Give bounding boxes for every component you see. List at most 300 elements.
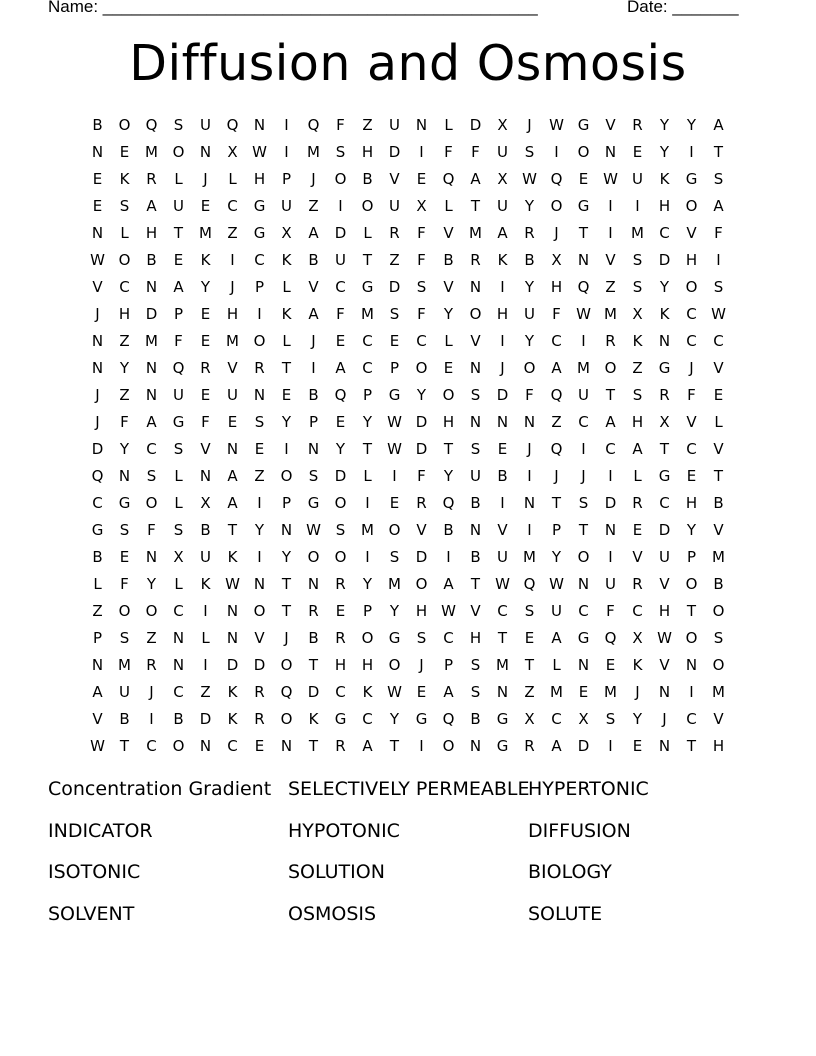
grid-letter: C: [632, 601, 643, 620]
grid-letter: M: [712, 547, 725, 566]
grid-letter: E: [227, 412, 238, 431]
grid-letter: N: [307, 574, 320, 593]
grid-letter: X: [416, 196, 427, 215]
grid-letter: N: [172, 628, 185, 647]
grid-letter: O: [361, 196, 374, 215]
grid-letter: I: [203, 601, 208, 620]
grid-letter: L: [120, 223, 129, 242]
grid-letter: D: [334, 466, 347, 485]
grid-letter: V: [443, 223, 454, 242]
grid-letter: P: [389, 358, 400, 377]
grid-letter: L: [93, 574, 102, 593]
grid-row: [84, 246, 732, 273]
grid-letter: T: [362, 439, 373, 458]
grid-letter: S: [713, 628, 724, 647]
grid-letter: O: [307, 547, 320, 566]
grid-letter: N: [280, 736, 293, 755]
grid-letter: L: [444, 196, 453, 215]
grid-letter: I: [284, 142, 289, 161]
grid-letter: P: [443, 655, 454, 674]
grid-letter: V: [659, 655, 670, 674]
grid-letter: C: [254, 250, 265, 269]
grid-letter: P: [173, 304, 184, 323]
grid-letter: Y: [146, 574, 157, 593]
grid-letter: Y: [524, 277, 535, 296]
word-bank-item: HYPOTONIC: [288, 819, 400, 842]
grid-letter: I: [716, 250, 721, 269]
grid-letter: O: [577, 142, 590, 161]
grid-letter: N: [199, 466, 212, 485]
grid-row: [84, 678, 732, 705]
grid-letter: D: [496, 385, 509, 404]
grid-letter: S: [470, 439, 481, 458]
grid-letter: M: [712, 682, 725, 701]
word-search-grid: [84, 111, 732, 759]
word-bank-item: ISOTONIC: [48, 861, 141, 883]
grid-letter: A: [551, 628, 562, 647]
grid-letter: O: [334, 493, 347, 512]
grid-letter: W: [522, 169, 537, 188]
grid-letter: R: [524, 223, 535, 242]
grid-letter: R: [632, 493, 643, 512]
grid-letter: I: [446, 547, 451, 566]
grid-letter: Q: [226, 115, 239, 134]
grid-letter: Z: [119, 331, 130, 350]
grid-letter: I: [500, 331, 505, 350]
grid-letter: J: [662, 709, 667, 728]
grid-letter: F: [147, 520, 156, 539]
grid-letter: H: [658, 196, 671, 215]
grid-letter: D: [577, 736, 590, 755]
grid-letter: G: [685, 169, 698, 188]
grid-letter: N: [91, 223, 104, 242]
grid-letter: Q: [550, 439, 563, 458]
grid-letter: C: [227, 736, 238, 755]
grid-letter: T: [497, 628, 508, 647]
grid-letter: J: [311, 331, 316, 350]
grid-letter: B: [308, 250, 319, 269]
grid-letter: N: [199, 142, 212, 161]
grid-letter: Z: [389, 250, 400, 269]
grid-letter: A: [443, 682, 454, 701]
grid-letter: W: [387, 412, 402, 431]
grid-letter: N: [577, 250, 590, 269]
grid-letter: K: [281, 250, 292, 269]
grid-letter: V: [605, 115, 616, 134]
grid-letter: A: [92, 682, 103, 701]
grid-letter: F: [201, 412, 210, 431]
grid-letter: K: [227, 682, 238, 701]
grid-row: [84, 408, 732, 435]
grid-letter: X: [173, 547, 184, 566]
grid-letter: R: [335, 574, 346, 593]
grid-letter: U: [173, 385, 184, 404]
grid-letter: D: [658, 250, 671, 269]
grid-letter: V: [713, 358, 724, 377]
grid-letter: P: [308, 412, 319, 431]
grid-letter: C: [686, 331, 697, 350]
grid-row: [84, 462, 732, 489]
grid-letter: S: [254, 412, 265, 431]
grid-letter: E: [632, 520, 643, 539]
grid-letter: O: [172, 736, 185, 755]
grid-letter: F: [714, 223, 723, 242]
grid-letter: A: [632, 439, 643, 458]
grid-letter: T: [713, 142, 724, 161]
grid-letter: T: [470, 574, 481, 593]
grid-letter: N: [523, 412, 536, 431]
grid-letter: I: [608, 196, 613, 215]
grid-letter: N: [199, 736, 212, 755]
grid-letter: G: [388, 628, 401, 647]
grid-letter: L: [282, 331, 291, 350]
grid-letter: M: [496, 655, 509, 674]
grid-letter: T: [686, 736, 697, 755]
grid-letter: D: [604, 493, 617, 512]
grid-letter: H: [712, 736, 725, 755]
grid-letter: Q: [550, 385, 563, 404]
grid-letter: T: [470, 196, 481, 215]
grid-letter: E: [578, 169, 589, 188]
grid-letter: F: [417, 466, 426, 485]
grid-letter: Y: [551, 547, 562, 566]
grid-letter: E: [686, 466, 697, 485]
grid-letter: E: [200, 331, 211, 350]
grid-letter: W: [603, 169, 618, 188]
grid-letter: C: [551, 331, 562, 350]
grid-letter: N: [145, 358, 158, 377]
grid-letter: A: [551, 358, 562, 377]
grid-letter: O: [577, 547, 590, 566]
word-bank: [48, 778, 768, 944]
grid-letter: Q: [442, 493, 455, 512]
grid-letter: S: [119, 196, 130, 215]
grid-letter: H: [469, 628, 482, 647]
grid-letter: E: [416, 682, 427, 701]
grid-letter: E: [713, 385, 724, 404]
grid-letter: O: [685, 628, 698, 647]
grid-letter: S: [470, 655, 481, 674]
grid-letter: O: [253, 331, 266, 350]
grid-letter: G: [415, 709, 428, 728]
grid-letter: X: [578, 709, 589, 728]
grid-letter: O: [253, 601, 266, 620]
grid-letter: G: [658, 358, 671, 377]
grid-letter: Y: [362, 412, 373, 431]
grid-letter: O: [118, 115, 131, 134]
grid-letter: A: [497, 223, 508, 242]
grid-letter: U: [173, 196, 184, 215]
grid-row: [84, 354, 732, 381]
grid-letter: X: [524, 709, 535, 728]
grid-letter: U: [497, 196, 508, 215]
grid-letter: T: [362, 250, 373, 269]
grid-letter: B: [362, 169, 373, 188]
grid-letter: T: [281, 574, 292, 593]
grid-letter: Y: [686, 115, 697, 134]
grid-letter: S: [470, 385, 481, 404]
grid-letter: C: [173, 601, 184, 620]
grid-letter: G: [577, 196, 590, 215]
grid-letter: C: [119, 277, 130, 296]
grid-letter: Y: [362, 574, 373, 593]
grid-letter: W: [657, 628, 672, 647]
grid-letter: P: [686, 547, 697, 566]
grid-letter: K: [632, 331, 643, 350]
grid-letter: C: [362, 358, 373, 377]
grid-letter: N: [469, 277, 482, 296]
grid-letter: N: [280, 520, 293, 539]
grid-letter: R: [632, 574, 643, 593]
grid-letter: V: [227, 358, 238, 377]
grid-letter: O: [523, 358, 536, 377]
grid-letter: E: [200, 196, 211, 215]
grid-letter: V: [713, 709, 724, 728]
grid-letter: W: [387, 682, 402, 701]
grid-letter: U: [632, 169, 643, 188]
grid-letter: I: [257, 304, 262, 323]
grid-letter: T: [578, 520, 589, 539]
grid-letter: B: [713, 493, 724, 512]
grid-row: [84, 489, 732, 516]
grid-letter: E: [92, 169, 103, 188]
grid-letter: N: [226, 439, 239, 458]
grid-letter: N: [307, 439, 320, 458]
grid-letter: N: [496, 682, 509, 701]
grid-letter: Q: [523, 574, 536, 593]
grid-letter: G: [658, 466, 671, 485]
grid-letter: H: [685, 493, 698, 512]
word-bank-item: SELECTIVELY PERMEABLE: [288, 778, 530, 800]
grid-letter: K: [308, 709, 319, 728]
grid-letter: N: [145, 385, 158, 404]
grid-letter: I: [284, 439, 289, 458]
grid-row: [84, 435, 732, 462]
grid-letter: E: [254, 736, 265, 755]
grid-letter: X: [281, 223, 292, 242]
grid-letter: C: [362, 331, 373, 350]
grid-letter: R: [659, 385, 670, 404]
grid-letter: W: [495, 574, 510, 593]
grid-letter: T: [308, 736, 319, 755]
grid-letter: N: [523, 493, 536, 512]
grid-letter: M: [604, 304, 617, 323]
grid-letter: X: [632, 628, 643, 647]
grid-letter: L: [201, 628, 210, 647]
grid-letter: L: [174, 466, 183, 485]
grid-letter: A: [470, 169, 481, 188]
grid-row: [84, 273, 732, 300]
grid-letter: V: [713, 520, 724, 539]
grid-letter: U: [497, 142, 508, 161]
word-bank-item: INDICATOR: [48, 819, 153, 842]
grid-row: [84, 138, 732, 165]
grid-letter: I: [203, 655, 208, 674]
grid-letter: A: [146, 412, 157, 431]
word-bank-item: BIOLOGY: [528, 861, 612, 883]
grid-letter: O: [334, 169, 347, 188]
grid-letter: P: [281, 169, 292, 188]
grid-letter: I: [392, 466, 397, 485]
grid-letter: Y: [389, 709, 400, 728]
grid-letter: F: [687, 385, 696, 404]
grid-letter: W: [711, 304, 726, 323]
grid-letter: L: [444, 115, 453, 134]
grid-letter: O: [172, 142, 185, 161]
grid-letter: K: [659, 304, 670, 323]
grid-letter: B: [308, 628, 319, 647]
grid-letter: M: [631, 223, 644, 242]
grid-letter: L: [174, 493, 183, 512]
grid-letter: B: [443, 250, 454, 269]
grid-letter: T: [578, 223, 589, 242]
grid-letter: J: [527, 115, 532, 134]
grid-letter: A: [713, 196, 724, 215]
grid-letter: V: [686, 223, 697, 242]
grid-letter: N: [91, 358, 104, 377]
grid-letter: N: [469, 358, 482, 377]
grid-letter: N: [604, 520, 617, 539]
grid-row: [84, 219, 732, 246]
grid-letter: K: [632, 655, 643, 674]
grid-letter: G: [253, 196, 266, 215]
grid-letter: X: [227, 142, 238, 161]
grid-letter: J: [419, 655, 424, 674]
grid-letter: R: [632, 115, 643, 134]
grid-letter: Y: [659, 277, 670, 296]
grid-letter: C: [713, 331, 724, 350]
grid-letter: F: [120, 412, 129, 431]
grid-letter: X: [551, 250, 562, 269]
grid-letter: I: [338, 196, 343, 215]
grid-letter: Y: [416, 385, 427, 404]
grid-letter: Y: [524, 331, 535, 350]
grid-letter: B: [443, 520, 454, 539]
grid-letter: I: [608, 223, 613, 242]
grid-letter: V: [443, 277, 454, 296]
grid-letter: I: [608, 466, 613, 485]
grid-letter: A: [227, 493, 238, 512]
grid-letter: I: [608, 547, 613, 566]
grid-letter: Z: [308, 196, 319, 215]
grid-letter: C: [443, 628, 454, 647]
grid-letter: Y: [119, 439, 130, 458]
grid-letter: N: [577, 655, 590, 674]
grid-letter: I: [257, 493, 262, 512]
grid-letter: E: [173, 250, 184, 269]
grid-letter: N: [91, 331, 104, 350]
grid-letter: C: [227, 196, 238, 215]
grid-letter: L: [174, 574, 183, 593]
grid-letter: R: [146, 655, 157, 674]
grid-letter: H: [415, 601, 428, 620]
grid-letter: B: [470, 547, 481, 566]
grid-letter: N: [226, 601, 239, 620]
grid-letter: H: [334, 655, 347, 674]
grid-letter: K: [227, 709, 238, 728]
grid-letter: J: [203, 169, 208, 188]
grid-letter: T: [227, 520, 238, 539]
grid-letter: K: [659, 169, 670, 188]
grid-letter: K: [200, 250, 211, 269]
grid-letter: W: [441, 601, 456, 620]
grid-letter: N: [253, 385, 266, 404]
grid-letter: U: [470, 466, 481, 485]
grid-letter: V: [416, 520, 427, 539]
grid-letter: L: [633, 466, 642, 485]
grid-letter: S: [470, 682, 481, 701]
grid-letter: D: [415, 439, 428, 458]
grid-row: [84, 192, 732, 219]
grid-letter: W: [90, 736, 105, 755]
grid-letter: F: [336, 304, 345, 323]
grid-letter: R: [524, 736, 535, 755]
grid-letter: W: [306, 520, 321, 539]
grid-letter: I: [500, 493, 505, 512]
grid-letter: F: [417, 250, 426, 269]
grid-letter: M: [118, 655, 131, 674]
grid-letter: E: [416, 169, 427, 188]
grid-letter: U: [335, 250, 346, 269]
grid-letter: C: [335, 682, 346, 701]
grid-letter: Q: [577, 277, 590, 296]
grid-letter: H: [226, 304, 239, 323]
grid-letter: D: [388, 142, 401, 161]
grid-letter: V: [92, 277, 103, 296]
grid-letter: E: [335, 331, 346, 350]
grid-letter: F: [417, 223, 426, 242]
grid-letter: A: [362, 736, 373, 755]
grid-letter: Q: [442, 709, 455, 728]
grid-letter: O: [604, 358, 617, 377]
grid-letter: A: [605, 412, 616, 431]
grid-letter: K: [200, 574, 211, 593]
grid-letter: Y: [281, 412, 292, 431]
grid-letter: A: [173, 277, 184, 296]
grid-letter: C: [659, 223, 670, 242]
grid-letter: S: [119, 628, 130, 647]
grid-letter: C: [578, 412, 589, 431]
grid-letter: D: [388, 277, 401, 296]
grid-letter: Y: [524, 196, 535, 215]
grid-letter: T: [551, 493, 562, 512]
grid-letter: C: [578, 601, 589, 620]
grid-letter: Z: [254, 466, 265, 485]
grid-letter: G: [172, 412, 185, 431]
grid-letter: C: [605, 439, 616, 458]
grid-letter: P: [92, 628, 103, 647]
grid-row: [84, 516, 732, 543]
grid-letter: H: [118, 304, 131, 323]
grid-letter: O: [685, 574, 698, 593]
grid-letter: N: [253, 574, 266, 593]
grid-letter: U: [227, 385, 238, 404]
grid-letter: T: [389, 736, 400, 755]
grid-letter: C: [335, 277, 346, 296]
grid-letter: Z: [524, 682, 535, 701]
grid-letter: P: [281, 493, 292, 512]
grid-letter: S: [713, 277, 724, 296]
grid-letter: J: [581, 466, 586, 485]
grid-letter: M: [469, 223, 482, 242]
word-bank-item: DIFFUSION: [528, 819, 631, 842]
grid-letter: W: [387, 439, 402, 458]
grid-letter: I: [527, 466, 532, 485]
grid-letter: I: [554, 142, 559, 161]
grid-letter: M: [388, 574, 401, 593]
grid-letter: D: [91, 439, 104, 458]
grid-letter: V: [254, 628, 265, 647]
